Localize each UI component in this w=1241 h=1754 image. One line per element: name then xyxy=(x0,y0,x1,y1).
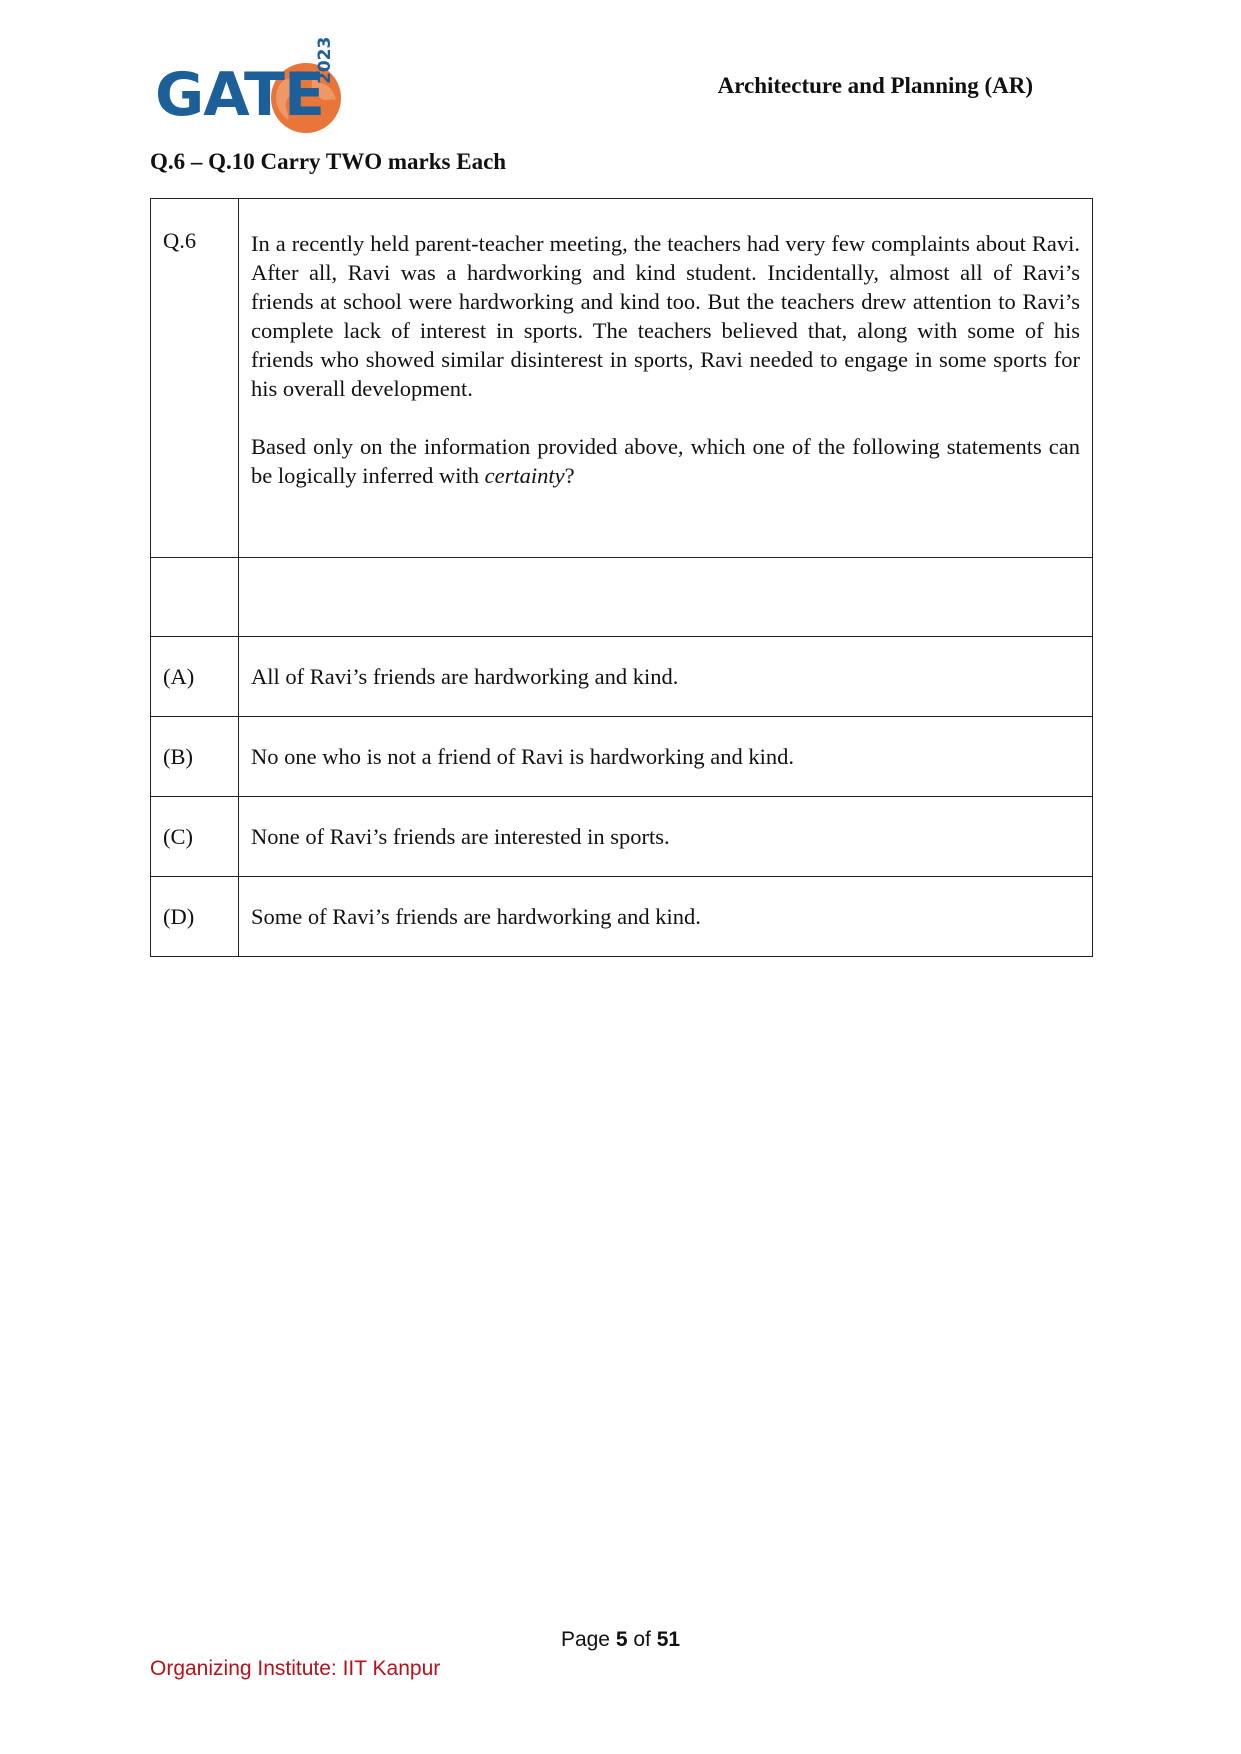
gate-logo xyxy=(155,36,355,134)
stem-tail: ? xyxy=(564,463,575,488)
option-text: None of Ravi’s friends are interested in sports. xyxy=(239,797,1093,877)
section-heading: Q.6 – Q.10 Carry TWO marks Each xyxy=(150,149,507,174)
stem-paragraph-1: In a recently held parent-teacher meeting, the teachers had very few complaints about Ravi. After all, Ravi was a hardworking and kind student. Incidentally, almost all of Ravi’s friends at school were hardworking and kind too. But the teachers drew attention to Ravi’s complete lack of interest in sports. The teachers believed that, along with some of his friends who showed similar disinterest in sports, Ravi needed to engage in some sports for his overall development. xyxy=(251,231,1080,401)
option-label: (A) xyxy=(151,637,239,717)
page-of: of xyxy=(627,1628,657,1651)
stem-emphasis: certainty xyxy=(484,463,565,488)
logo-year: 2023 xyxy=(315,36,335,84)
page-number xyxy=(0,1628,1241,1652)
question-stem-row xyxy=(151,199,1093,558)
stem-paragraph-2 xyxy=(251,432,1080,490)
option-label: (D) xyxy=(151,877,239,957)
question-stem xyxy=(239,199,1093,558)
option-label: (B) xyxy=(151,717,239,797)
blank-cell-left xyxy=(151,558,239,637)
question-number: Q.6 xyxy=(151,199,239,558)
option-row-d[interactable] xyxy=(151,877,1093,957)
organizing-institute: Organizing Institute: IIT Kanpur xyxy=(150,1657,441,1680)
blank-cell-right xyxy=(239,558,1093,637)
option-row-a[interactable] xyxy=(151,637,1093,717)
option-row-b[interactable] xyxy=(151,717,1093,797)
page-prefix: Page xyxy=(560,1628,616,1651)
logo-wordmark: GATE xyxy=(155,60,324,130)
option-label: (C) xyxy=(151,797,239,877)
page-current: 5 xyxy=(615,1628,628,1651)
stem-lead-text: Based only on the information provided above, which one of the following statements can be logically inferred with xyxy=(251,434,1080,488)
option-text: Some of Ravi’s friends are hardworking and kind. xyxy=(239,877,1093,957)
question-table xyxy=(150,198,1093,957)
option-text: No one who is not a friend of Ravi is hardworking and kind. xyxy=(239,717,1093,797)
page-total: 51 xyxy=(656,1628,681,1651)
blank-row xyxy=(151,558,1093,637)
paper-title: Architecture and Planning (AR) xyxy=(717,73,1033,98)
option-text: All of Ravi’s friends are hardworking and kind. xyxy=(239,637,1093,717)
option-row-c[interactable] xyxy=(151,797,1093,877)
